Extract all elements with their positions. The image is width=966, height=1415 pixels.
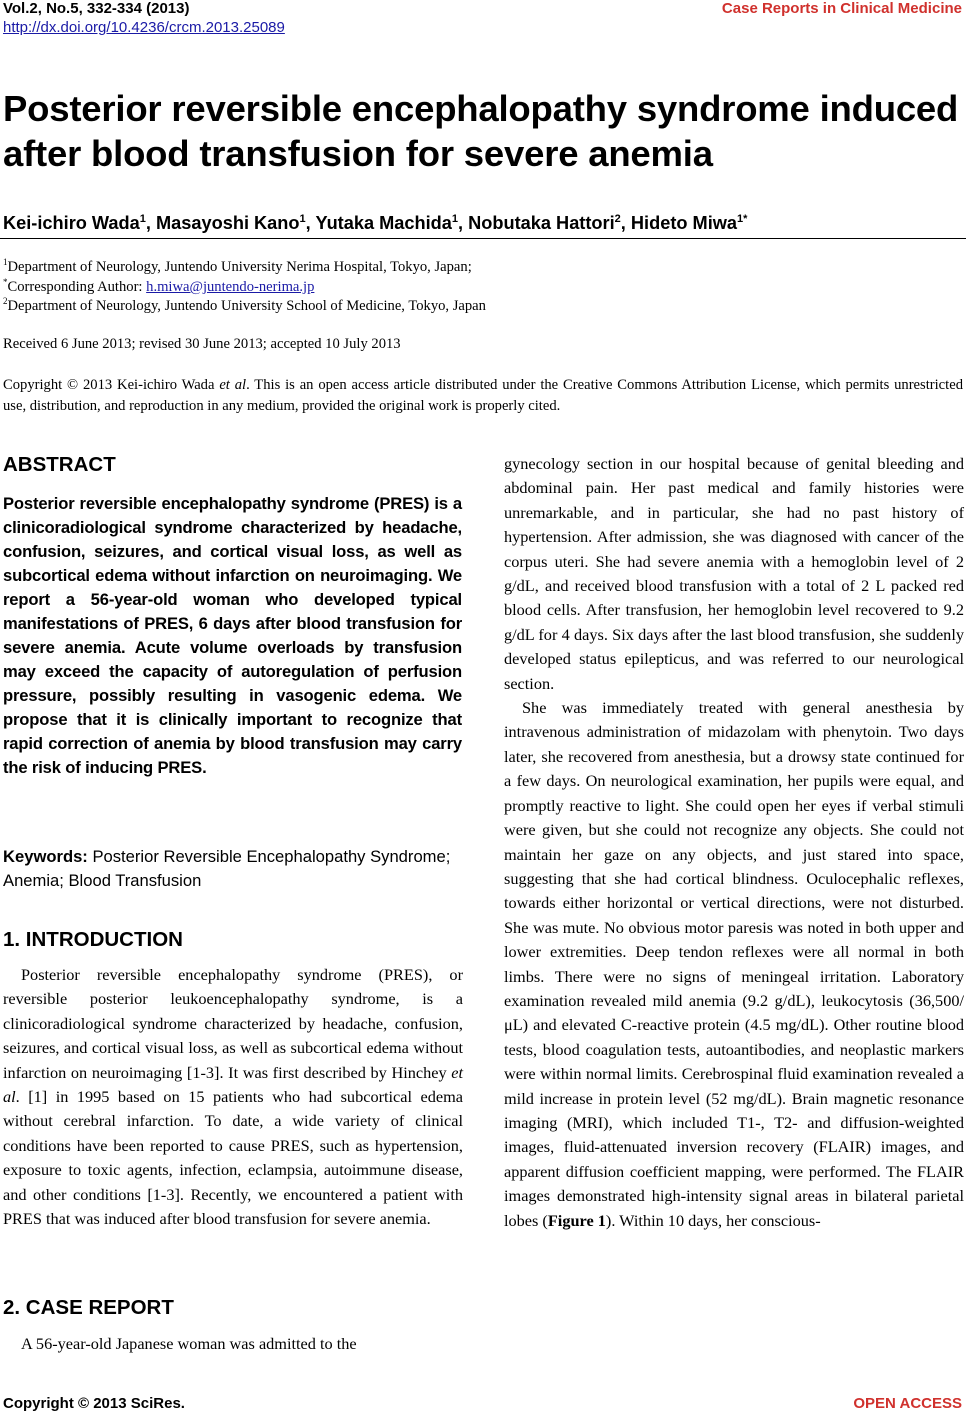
author-affiliation-marker: 1*	[737, 213, 748, 225]
right-column	[504, 452, 964, 1233]
affiliation-text: Department of Neurology, Juntendo University Nerima Hospital, Tokyo, Japan;	[7, 258, 472, 275]
figure-reference: Figure 1	[547, 1210, 606, 1230]
author-list: Kei-ichiro Wada$^1$, Masayoshi Kano$^1$, Yutaka Machida$^1$, Nobutaka Hattori$^2$, Hideto Miwa$^{1*}$	[3, 213, 748, 234]
paragraph-text: She was immediately treated with general anesthesia by intravenous administration of midazolam with phenytoin. Two days later, she recovered from anesthesia, but a drowsy state continued for a few days. On neurological examination, her pupils were equal, and promptly reactive to light. She could open her eyes if verbal stimuli were given, but she could not recognize any objects. She could not maintain her gaze on any objects, and just stared into space, suggesting that she had cortical blindness. Oculocephalic reflexes, towards either horizontal or vertical directions, were not disturbed. She was mute. No obvious motor paresis was noted in both upper and lower extremities. Deep tendon reflexes were all normal in both limbs. There were no signs of meningeal irritation. Laboratory examination revealed mild anemia (9.2 g/dL), leukocytosis (36,500/μL) and elevated C-reactive protein (4.5 mg/dL). Other routine blood tests, blood coagulation tests, autoantibodies, and neoplastic markers were within normal limits. Cerebrospinal fluid examination revealed a mild increase in protein level (52 mg/dL). Brain magnetic resonance imaging (MRI), which included T1-, T2- and diffusion-weighted images, fluid-attenuated inversion recovery (FLAIR) images, and apparent diffusion coefficient mapping, were performed. The FLAIR images demonstrated high-intensity signal areas in bilateral parietal lobes (	[504, 698, 964, 1230]
footer-copyright: Copyright © 2013 SciRes.	[3, 1395, 185, 1412]
copyright-etal: et al	[219, 377, 247, 393]
email-link[interactable]: h.miwa@juntendo-nerima.jp	[146, 278, 315, 295]
keywords-label: Keywords:	[3, 847, 88, 866]
author-affiliation-marker: 1	[451, 213, 459, 225]
keywords-text: Posterior Reversible Encephalopathy Syndrome; Anemia; Blood Transfusion	[3, 847, 451, 890]
author-name: Nobutaka Hattori	[468, 213, 615, 234]
received-dates: Received 6 June 2013; revised 30 June 2013; accepted 10 July 2013	[3, 336, 401, 352]
affiliation-text: Department of Neurology, Juntendo University School of Medicine, Tokyo, Japan	[7, 297, 486, 314]
paragraph-text: ). Within 10 days, her conscious-	[605, 1210, 821, 1230]
journal-volume: Vol.2, No.5, 332-334 (2013)	[3, 0, 190, 17]
author-affiliation-marker: 2	[614, 213, 621, 225]
etal-italic: et al	[3, 1062, 463, 1107]
affiliation-2	[3, 292, 486, 315]
paragraph	[504, 696, 964, 1233]
paragraph: gynecology section in our hospital because of genital bleeding and abdominal pain. Her past medical and family histories were unremarkable, and in particular, she had no past history of hypertension. After admission, she was diagnosed with cancer of the corpus uteri. She had severe anemia with a hemoglobin level of 2 g/dL, and received blood transfusion with a total of 2 L packed red blood cells. After transfusion, her hemoglobin level recovered to 9.2 g/dL for 4 days. Six days after the last blood transfusion, she suddenly developed status epilepticus, and was referred to our neurological section.	[504, 454, 964, 693]
journal-name: Case Reports in Clinical Medicine	[721, 0, 962, 17]
introduction-body	[3, 963, 463, 1231]
author-name: Hideto Miwa	[630, 213, 738, 234]
doi-link[interactable]: http://dx.doi.org/10.4236/crcm.2013.25089	[3, 19, 285, 36]
paragraph	[3, 963, 463, 1231]
author-name: Kei-ichiro Wada	[3, 213, 140, 234]
paper-title: Posterior reversible encephalopathy syndrome induced after blood transfusion for severe anemia	[3, 88, 959, 174]
author-affiliation-marker: 1	[139, 213, 146, 225]
author-name: Yutaka Machida	[315, 213, 452, 234]
affiliation-marker: 2	[3, 296, 8, 306]
author-name: Masayoshi Kano	[156, 213, 300, 234]
abstract-text: Posterior reversible encephalopathy syndrome (PRES) is a clinicoradiological syndrome characterized by headache, confusion, seizures, and cortical visual loss, as well as subcortical edema without infarction on neuroimaging. We report a 56-year-old woman who developed typical manifestations of PRES, 6 days after blood transfusion for severe anemia. Acute volume overloads by transfusion may exceed the capacity of autoregulation of perfusion pressure, possibly resulting in vasogenic edema. We propose that it is clinically important to recognize that rapid correction of anemia by blood transfusion may carry the risk of inducing PRES.	[3, 494, 462, 777]
paragraph-text: Posterior reversible encephalopathy syndrome (PRES), or reversible posterior leukoencephalopathy syndrome, is a clinicoradiological syndrome characterized by headache, confusion, seizures, and cortical visual loss, as well as subcortical edema without infarction on neuroimaging [1-3]. It was first described by Hinchey	[3, 965, 463, 1082]
header-divider	[0, 238, 966, 239]
abstract-heading: ABSTRACT	[3, 453, 116, 476]
case-report-body	[3, 1332, 463, 1356]
copyright-text: Copyright © 2013 Kei-ichiro Wada	[3, 377, 220, 393]
case-report-heading: 2. CASE REPORT	[3, 1296, 174, 1319]
corresponding-label: Corresponding Author:	[7, 278, 147, 295]
affiliation-marker: 1	[3, 257, 8, 267]
copyright-text: . This is an open access article distributed under the Creative Commons Attribution License, which permits unrestricted use, distribution, and reproduction in any medium, provided the original work is properly cited.	[3, 377, 963, 414]
footer-open-access: OPEN ACCESS	[853, 1395, 962, 1412]
corresponding-marker: *	[3, 277, 8, 287]
paragraph-text: . [1] in 1995 based on 15 patients who had subcortical edema without cerebral infarction. To date, a wide variety of clinical conditions have been reported to cause PRES, such as hypertension, exposure to toxic agents, infection, eclampsia, autoimmune disease, and other conditions [1-3]. Recently, we encountered a patient with PRES that was induced after blood transfusion for severe anemia.	[3, 1087, 463, 1229]
copyright-notice	[3, 375, 963, 417]
author-affiliation-marker: 1	[299, 213, 306, 225]
keywords	[3, 845, 462, 893]
paragraph: A 56-year-old Japanese woman was admitted to the	[21, 1334, 357, 1353]
introduction-heading: 1. INTRODUCTION	[3, 928, 183, 951]
